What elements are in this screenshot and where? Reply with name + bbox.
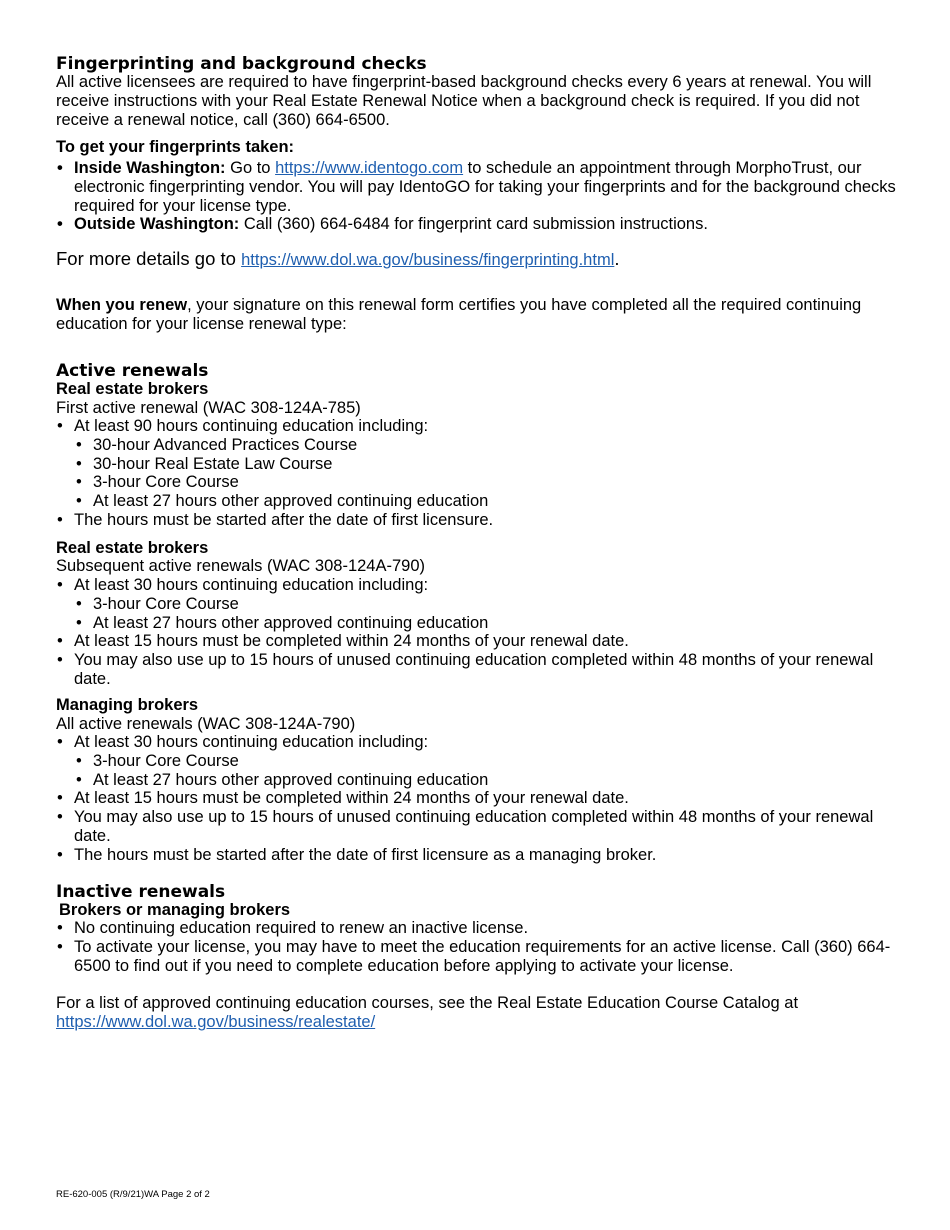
fingerprints-subheading: To get your fingerprints taken: xyxy=(56,138,295,156)
details-pre: For more details go to xyxy=(56,248,242,269)
first-renewal-list xyxy=(56,417,896,530)
inactive-renewals-heading: Inactive renewals xyxy=(56,882,226,902)
inactive-renewals-list xyxy=(56,919,896,975)
inside-washington-label: Inside Washington: xyxy=(74,159,226,177)
list-item: • At least 27 hours other approved continuing education xyxy=(56,492,896,511)
inactive-brokers-title: Brokers or managing brokers xyxy=(59,901,291,919)
subsequent-renewal-list xyxy=(56,576,896,689)
list-item: • At least 30 hours continuing education including: xyxy=(56,576,896,595)
list-item: • No continuing education required to renew an inactive license. xyxy=(56,919,896,938)
fingerprinting-intro: All active licensees are required to have fingerprint-based background checks every 6 years at renewal. You will receive instructions with your Real Estate Renewal Notice when a background check is required. If you did not receive a renewal notice, call (360) 664-6500. xyxy=(56,73,872,129)
list-item: • 3-hour Core Course xyxy=(56,595,896,614)
inside-washington-post: to schedule an appointment through MorphoTrust, our electronic fingerprinting vendor. You will pay IdentoGO for taking your fingerprints and for the background checks required for your license type. xyxy=(74,159,896,215)
first-renewal-sublist xyxy=(56,436,896,511)
inside-washington-pre: Go to xyxy=(225,159,276,177)
list-item-nested xyxy=(56,752,896,790)
first-renewal-sub: First active renewal (WAC 308-124A-785) xyxy=(56,399,361,417)
outside-washington-label: Outside Washington: xyxy=(74,215,240,234)
course-catalog-text: For a list of approved continuing education courses, see the Real Estate Education Course Catalog at xyxy=(56,994,799,1012)
list-item: • At least 30 hours continuing education including: xyxy=(56,733,896,752)
list-item: • At least 27 hours other approved continuing education xyxy=(56,614,896,633)
list-item-outside-washington xyxy=(56,215,896,234)
fingerprinting-heading: Fingerprinting and background checks xyxy=(56,54,427,74)
renew-rest: , your signature on this renewal form certifies you have completed all the required continuing education for your license renewal type: xyxy=(56,296,862,333)
fingerprinting-details-link[interactable]: https://www.dol.wa.gov/business/fingerprinting.html xyxy=(241,251,615,269)
details-post: . xyxy=(614,248,620,269)
managing-brokers-title: Managing brokers xyxy=(56,696,199,714)
outside-washington-text: Call (360) 664-6484 for fingerprint card submission instructions. xyxy=(239,215,708,234)
list-item: • 3-hour Core Course xyxy=(56,473,896,492)
list-item: • At least 27 hours other approved continuing education xyxy=(56,771,896,790)
list-item: • 3-hour Core Course xyxy=(56,752,896,771)
course-catalog-link[interactable]: https://www.dol.wa.gov/business/realestate/ xyxy=(56,1013,376,1031)
list-item: • To activate your license, you may have to meet the education requirements for an active license. Call (360) 664-6500 to find out if you need to complete education before applying to activate your license. xyxy=(56,938,896,976)
managing-brokers-sub: All active renewals (WAC 308-124A-790) xyxy=(56,715,356,733)
list-item: • At least 15 hours must be completed within 24 months of your renewal date. xyxy=(56,632,896,651)
subsequent-renewal-title: Real estate brokers xyxy=(56,539,209,557)
list-item: • The hours must be started after the date of first licensure. xyxy=(56,511,896,530)
page-footer: RE-620-005 (R/9/21)WA Page 2 of 2 xyxy=(56,1189,210,1200)
list-item-nested xyxy=(56,436,896,511)
identogo-link[interactable]: https://www.identogo.com xyxy=(275,159,464,177)
list-item-nested xyxy=(56,595,896,633)
managing-brokers-sublist xyxy=(56,752,896,790)
list-item: • 30-hour Real Estate Law Course xyxy=(56,455,896,474)
renew-certification-text xyxy=(56,296,896,334)
course-catalog-link-row xyxy=(56,1013,375,1032)
list-item: • 30-hour Advanced Practices Course xyxy=(56,436,896,455)
subsequent-renewal-sub: Subsequent active renewals (WAC 308-124A-790) xyxy=(56,557,426,575)
first-renewal-title: Real estate brokers xyxy=(56,380,209,398)
subsequent-renewal-sublist xyxy=(56,595,896,633)
managing-brokers-list xyxy=(56,733,896,865)
fingerprinting-details xyxy=(56,248,620,271)
active-renewals-heading: Active renewals xyxy=(56,361,209,381)
list-item: • You may also use up to 15 hours of unused continuing education completed within 48 months of your renewal date. xyxy=(56,651,896,689)
renew-bold: When you renew xyxy=(56,296,188,314)
list-item: • The hours must be started after the date of first licensure as a managing broker. xyxy=(56,846,896,865)
list-item: • You may also use up to 15 hours of unused continuing education completed within 48 months of your renewal date. xyxy=(56,808,896,846)
list-item-inside-washington xyxy=(56,159,896,215)
fingerprint-options-list xyxy=(56,159,896,234)
list-item: • At least 90 hours continuing education including: xyxy=(56,417,896,436)
list-item: • At least 15 hours must be completed within 24 months of your renewal date. xyxy=(56,789,896,808)
